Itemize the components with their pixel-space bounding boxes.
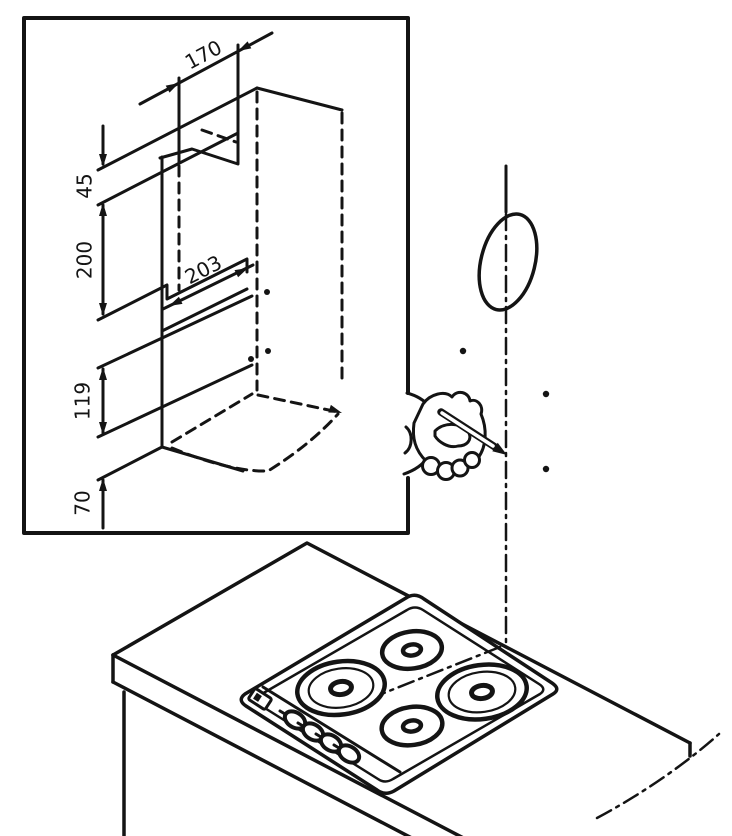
counter-corner-centerline <box>597 734 719 818</box>
chimney-top-edge <box>257 88 342 110</box>
dim-label-plate-height: 119 <box>70 381 95 421</box>
arrowhead <box>99 303 107 316</box>
hidden-canopy-edge-2 <box>258 395 338 412</box>
dim-label-bottom-gap: 70 <box>70 490 95 516</box>
drill-point-dot <box>543 391 549 397</box>
plate-bottom-edge <box>98 365 252 437</box>
arrowhead <box>99 367 107 380</box>
dim-label-flue-width: 170 <box>180 35 226 75</box>
mounting-hole-dots <box>248 289 271 362</box>
cooktop <box>241 595 557 793</box>
wall-line-2 <box>98 133 238 205</box>
dim-label-upper-drop: 200 <box>72 240 97 280</box>
hand-with-pencil-icon <box>404 392 507 479</box>
mounting-hole-dot <box>264 289 270 295</box>
duct-hole-ellipse-mark <box>470 208 546 316</box>
mounting-hole-dot <box>248 356 254 362</box>
wall-line-bottom <box>98 447 162 480</box>
hidden-edge-arrowhead <box>328 405 342 413</box>
drill-point-dot <box>460 348 466 354</box>
arrowhead <box>238 41 251 51</box>
dimension-annotations <box>71 33 273 528</box>
hidden-canopy-edge-1 <box>172 394 252 442</box>
sleeve-crease <box>405 427 411 453</box>
upper-bracket <box>160 149 238 164</box>
hand-finger <box>465 453 480 468</box>
detail-inset <box>24 18 408 533</box>
dim-label-bracket-width: 203 <box>180 250 226 290</box>
bracket-top-edge <box>98 259 247 320</box>
arrowhead <box>166 83 179 93</box>
drill-point-dot <box>543 466 549 472</box>
hidden-canopy-rim <box>172 414 338 471</box>
dim-label-top-gap: 45 <box>72 173 97 199</box>
mounting-hole-dot <box>265 348 271 354</box>
